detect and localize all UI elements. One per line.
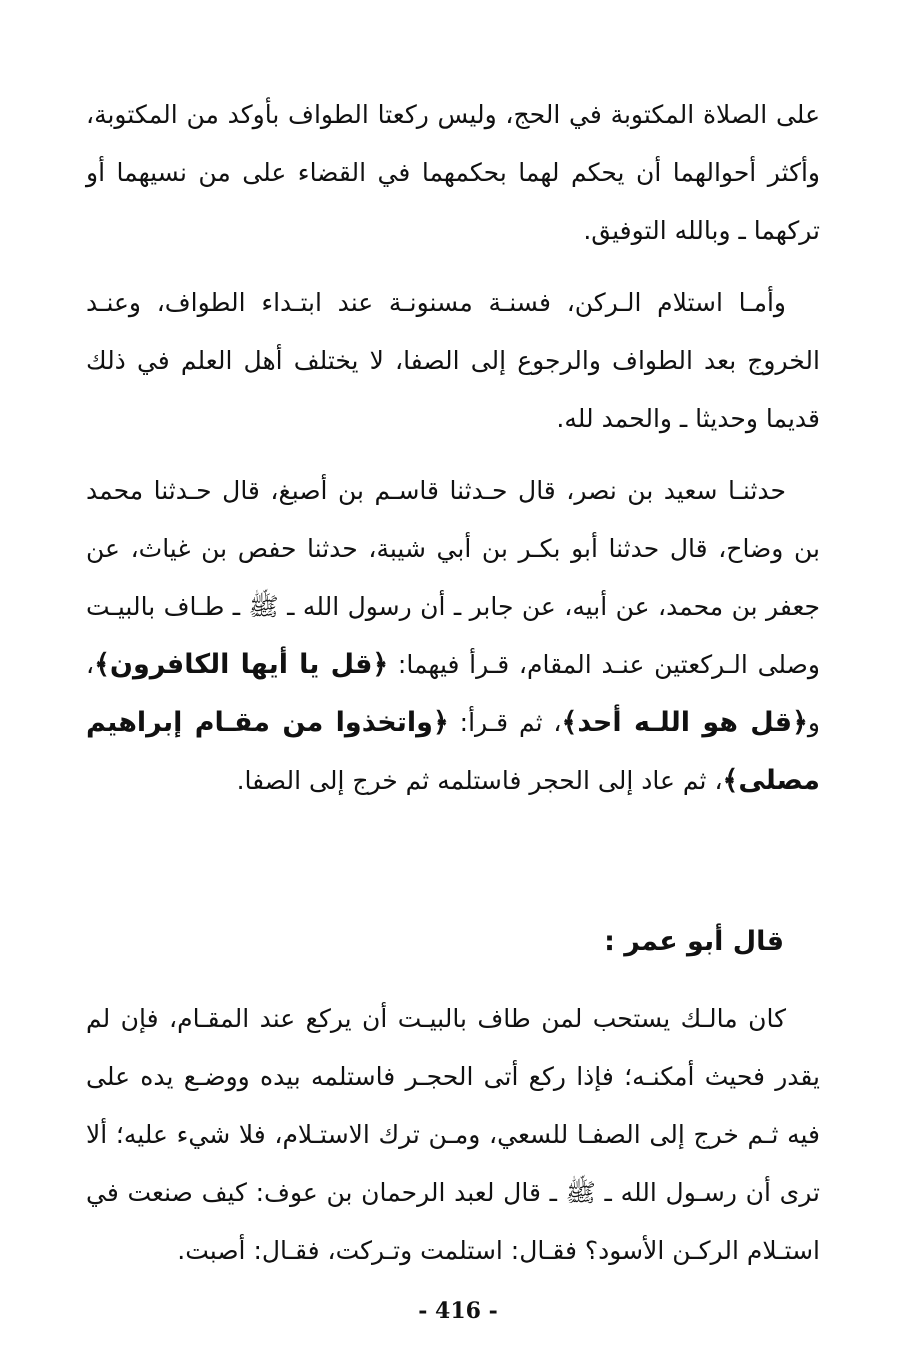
- quran-verse-1: ﴿قل يا أيها الكافرون﴾: [94, 649, 389, 680]
- page-number: - 416 -: [418, 1298, 498, 1324]
- hadith-text-ending: ، ثم عاد إلى الحجر فاستلمه ثم خرج إلى الصفا.: [236, 766, 723, 795]
- paragraph-1-text: على الصلاة المكتوبة في الحج، وليس ركعتا الطواف بأوكد من المكتوبة، وأكثر أحوالهما أن يحكم لهما بحكمهما في القضاء على من نسيهما أو تركهما ـ وبالله التوفيق.: [86, 100, 820, 245]
- paragraph-1: [86, 86, 820, 260]
- text-body: [86, 86, 820, 1294]
- hadith-text-connector-2: ، ثم قـرأ:: [448, 708, 562, 737]
- hadith-chain-text: حدثنـا سعيد بن نصر، قال حـدثنا قاسـم بن أصبغ، قال حـدثنا محمد بن وضاح، قال حدثنا أبو بكـر بن أبي شيبة، حدثنا حفص بن غياث، عن جعفر بن محمد، عن أبيه، عن جابر ـ أن رسول الله ـ ﷺ ـ طـاف بالبيـت وصلى الـركعتين عنـد المقام، قـرأ فيهما:: [86, 476, 820, 679]
- paragraph-2-text: وأمـا استلام الـركن، فسنـة مسنونـة عند ابتـداء الطواف، وعنـد الخروج بعد الطواف والرجوع إلى الصفا، لا يختلف أهل العلم في ذلك قديما وحديثا ـ والحمد لله.: [86, 288, 820, 433]
- quran-verse-2: ﴿قل هو اللـه أحد﴾: [561, 707, 808, 738]
- section-heading: قال أبو عمر :: [604, 926, 784, 957]
- quran-verse-3: ﴿واتخذوا من مقـام إبراهيم مصلى﴾: [86, 707, 820, 796]
- paragraph-4: [86, 990, 820, 1280]
- paragraph-4-text: كان مالـك يستحب لمن طاف بالبيـت أن يركع عند المقـام، فإن لم يقدر فحيث أمكنـه؛ فإذا ركع أتى الحجـر فاستلمه بيده ووضـع يده على فيه ثـم خرج إلى الصفـا للسعي، ومـن ترك الاستـلام، فلا شيء عليه؛ ألا ترى أن رسـول الله ـ ﷺ ـ قال لعبد الرحمان بن عوف: كيف صنعت في استـلام الركـن الأسود؟ فقـال: استلمت وتـركت، فقـال: أصبت.: [86, 1004, 820, 1265]
- paragraph-2: [86, 274, 820, 448]
- paragraph-3-hadith: [86, 462, 820, 810]
- hadith-text-connector-1: ، و: [86, 650, 820, 737]
